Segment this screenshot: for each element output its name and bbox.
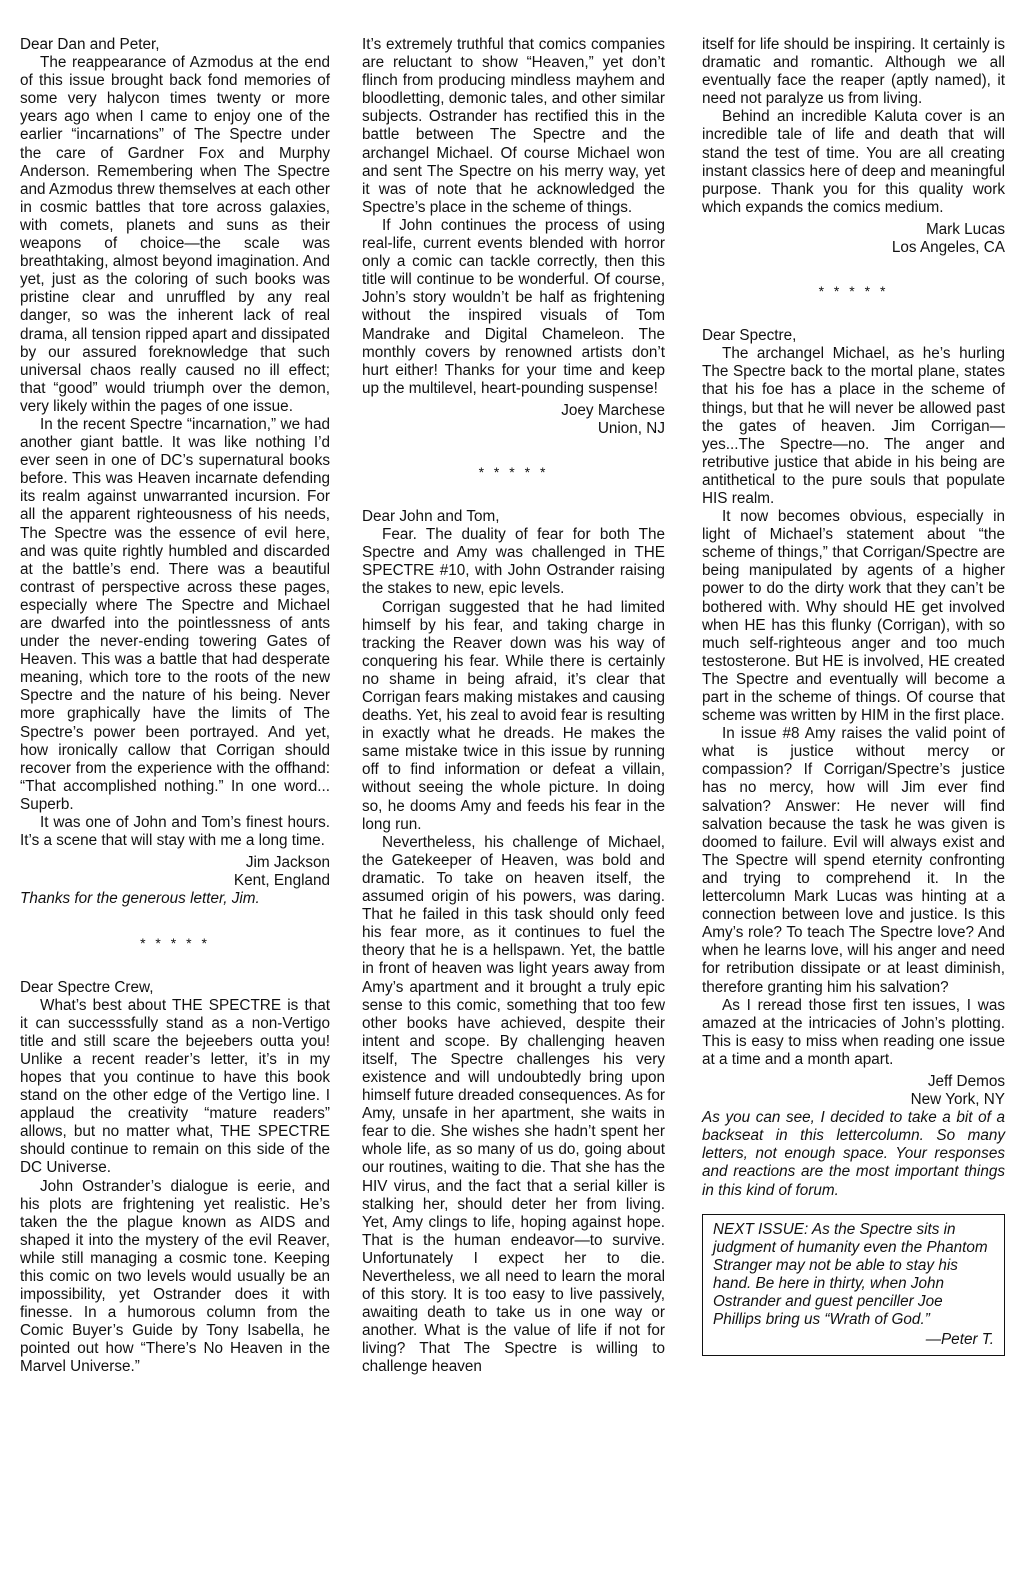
letter-signature: Joey Marchese xyxy=(561,401,665,419)
letter-separator: * * * * * xyxy=(140,934,210,951)
letter-salutation: Dear Spectre, xyxy=(702,327,797,345)
editor-note: As you can see, I decided to take a bit of a backseat in this lettercolumn. So many letters, not enough space. Your responses and reactions are the most important things in this kind of forum. xyxy=(702,1109,1005,1199)
letter-joey-marchese xyxy=(20,979,330,1377)
letter-paragraph: Corrigan suggested that he had limited himself by his fear, and taking charge in tracking the Reaver down was his way of conquering his fear. While there is certainly no shame in being afraid, it’s clear that Corrigan fears making mistakes and causing deaths. Yet, his zeal to avoid fear is resulting in exactly what he dreads. He makes the same mistake twice in this issue by running off to find information or defeat a villain, without seeing the whole picture. In doing so, he dooms Amy and feeds his fear in the long run. xyxy=(362,598,665,833)
letter-paragraph: It’s extremely truthful that comics companies are reluctant to show “Heaven,” yet don’t flinch from producing mindless mayhem and bloodletting, demonic tales, and other similar subjects. Ostrander has rectified this in the battle between The Spectre and the archangel Michael. Of course Michael won and sent The Spectre on his merry way, yet it was of note that he acknowledged the Spectre’s place in the scheme of things. xyxy=(362,36,665,216)
letter-paragraph: It now becomes obvious, especially in light of Michael’s statement about “the scheme of things,” that Corrigan/Spectre are being manipulated by agents of a higher power to do the dirty work that they can’t be bothered with. Why should HE get involved when HE has this flunky (Corrigan), with so much self-righteous anger and too much testosterone. But HE is involved, HE created The Spectre and eventually will become a part in the scheme of things. Of course that scheme was written by HIM in the first place. xyxy=(702,508,1005,725)
letter-joey-marchese-continued xyxy=(362,36,665,438)
letter-signature: Jeff Demos xyxy=(927,1072,1005,1090)
letter-paragraph: As I reread those first ten issues, I was amazed at the intricacies of John’s plotting. This is easy to miss when reading one issue at a time and a month apart. xyxy=(702,996,1005,1068)
letter-location: Union, NJ xyxy=(597,419,665,437)
letter-signature: Mark Lucas xyxy=(925,220,1005,238)
letter-location: Kent, England xyxy=(233,872,330,890)
letter-paragraph: It was one of John and Tom’s finest hours. It’s a scene that will stay with me a long time. xyxy=(20,814,330,850)
letter-separator: * * * * * xyxy=(478,464,549,481)
letter-signature: Jim Jackson xyxy=(245,854,330,872)
letter-paragraph: In the recent Spectre “incarnation,” we had another giant battle. It was like nothing I’d ever seen in one of DC’s supernatural books before. This was Heaven incarnate defending its realm against unwarranted incursion. For all the apparent righteousness of his needs, The Spectre was the essence of evil here, and was quite rightly humbled and discarded at the battle’s end. There was a beautiful contrast of perspective across these pages, especially where The Spectre and Michael are dwarfed into the pointlessness of ants under the never-ending towering Gates of Heaven. This was a battle that had desperate meaning, which tore to the roots of the new Spectre and the nature of his being. Never more graphically have the limits of The Spectre’s power been portrayed. And yet, how ironically callow that Corrigan should recover from the experience with the offhand: “That accomplished nothing.” In one word... Superb. xyxy=(20,415,330,813)
letter-paragraph: The reappearance of Azmodus at the end of this issue brought back fond memories of some very halycon times twenty or more years ago when I came to enjoy one of the earlier “incarnations” of The Spectre under the care of Gardner Fox and Murphy Anderson. Remembering when The Spectre and Azmodus threw themselves at each other in cosmic battles that tore across galaxies, with comets, planets and suns as their weapons of choice—the scale was breathtaking, almost beyond imagination. And yet, just as the coloring of such books was pristine clear and unruffled by any real danger, so was the inherent lack of real drama, all tension ripped apart and dissipated by our assured foreknowledge that such universal chaos really caused no ill effect; that “good” would triumph over the demon, very likely within the pages of one issue. xyxy=(20,54,330,415)
letter-paragraph: The archangel Michael, as he’s hurling The Spectre back to the mortal plane, states that his foe has a place in the scheme of things, but that he will never be allowed past the gates of heaven. Jim Corrigan—yes...The Spectre—no. The anger and retributive justice that abide in his being are antithetical to the pure souls that populate HIS realm. xyxy=(702,345,1005,507)
letter-paragraph: What’s best about THE SPECTRE is that it can successsfully stand as a non-Vertigo title and still scare the bejeebers outta you! Unlike a recent reader’s letter, it’s in my hopes that you continue to have this book stand on the other edge of the Vertigo line. I applaud the creativity “mature readers” allows, but no matter what, THE SPECTRE should continue to remain on this side of the DC Universe. xyxy=(20,996,330,1177)
column-3 xyxy=(702,36,1005,1356)
letter-mark-lucas xyxy=(362,508,665,1377)
next-issue-box xyxy=(702,1214,1005,1357)
letter-jim-jackson xyxy=(20,36,330,909)
editor-reply: Thanks for the generous letter, Jim. xyxy=(20,890,260,908)
letter-paragraph: If John continues the process of using real-life, current events blended with horror only a comic can tackle correctly, then this title will continue to be wonderful. Of course, John’s story wouldn’t be half as frightening without the inspired visuals of Tom Mandrake and Digital Chameleon. The monthly covers by renowned artists don’t hurt either! Thanks for your time and keep up the multilevel, heart-pounding suspense! xyxy=(362,216,665,397)
letter-separator: * * * * * xyxy=(818,283,889,300)
letter-paragraph: John Ostrander’s dialogue is eerie, and his plots are frightening yet realistic. He’s taken the the plague known as AIDS and shaped it into the mystery of the evil Reaver, while still managing a cosmic tone. Keeping this comic on two levels would usually be an impossibility, yet Ostrander does it with finesse. In a humorous column from the Comic Buyer’s Guide by Tony Isabella, he pointed out how “There’s No Heaven in the Marvel Universe.” xyxy=(20,1177,330,1376)
letter-salutation: Dear Spectre Crew, xyxy=(20,978,154,996)
letter-paragraph: itself for life should be inspiring. It certainly is dramatic and romantic. Although we all eventually face the reaper (aptly named), it need not paralyze us from living. xyxy=(702,36,1005,108)
letter-salutation: Dear Dan and Peter, xyxy=(20,36,160,53)
next-issue-text: NEXT ISSUE: As the Spectre sits in judgment of humanity even the Phantom Stranger may not be able to stay his hand. Be here in thirty, when John Ostrander and guest penciller Joe Phillips bring us “Wrath of God.” xyxy=(713,1220,988,1329)
letter-paragraph: Nevertheless, his challenge of Michael, the Gatekeeper of Heaven, was bold and dramatic. To take on heaven itself, the assumed origin of his powers, was daring. That he failed in this task should only feed his fear more, as it continues to fuel the theory that he is a hellspawn. Yet, the battle in front of heaven was light years away from Amy’s apartment and it brought a truly epic sense to this comic, something that too few other books have achieved, despite their intent and scope. By challenging heaven itself, The Spectre challenges his very existence and will undoubtedly bring upon himself future dreaded consequences. As for Amy, unsafe in her apartment, she waits in fear to die. She wishes she hadn’t spent her whole life, as so many of us do, going about our routines, waiting to die. That she has the HIV virus, and the fact that a serial killer is stalking her, should deter her from living. Yet, Amy clings to life, hoping against hope. That is the human endeavor—to survive. Unfortunately I expect her to die. Nevertheless, we all need to learn the moral of this story. It is too easy to live passively, awaiting death to take us in one way or another. What is the value of life if not for living? That The Spectre is willing to challenge heaven xyxy=(362,833,665,1376)
letter-jeff-demos xyxy=(702,327,1005,1109)
letter-salutation: Dear John and Tom, xyxy=(362,508,500,526)
letter-location: Los Angeles, CA xyxy=(891,239,1005,257)
letter-mark-lucas-continued xyxy=(702,36,1005,257)
letter-paragraph: Fear. The duality of fear for both The Spectre and Amy was challenged in THE SPECTRE #10, with John Ostrander raising the stakes to new, epic levels. xyxy=(362,526,665,598)
letter-paragraph: Behind an incredible Kaluta cover is an incredible tale of life and death that will stand the test of time. You are all creating instant classics here of deep and meaningful purpose. Thank you for this quality work which expands the comics medium. xyxy=(702,108,1005,216)
next-issue-signature: —Peter T. xyxy=(925,1331,994,1349)
column-1 xyxy=(20,36,330,1377)
letter-paragraph: In issue #8 Amy raises the valid point of what is justice without mercy or compassion? If Corrigan/Spectre’s justice has no mercy, how will Jim ever find salvation? Answer: He never will find salvation because the task he was given is doomed to failure. Evil will always exist and The Spectre will spend eternity confronting and trying to comprehend it. In the lettercolumn Mark Lucas was hinting at a connection between love and justice. Is this Amy’s role? To teach The Spectre love? And when he learns love, will his anger and need for retribution dissipate or at least diminish, therefore granting him his salvation? xyxy=(702,725,1005,996)
column-2 xyxy=(362,36,665,1377)
letter-location: New York, NY xyxy=(910,1091,1005,1109)
